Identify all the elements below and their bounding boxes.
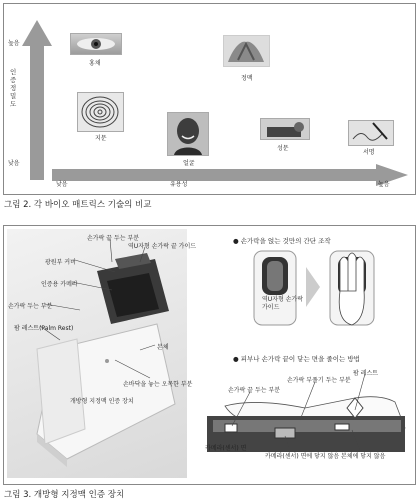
voice-label: 성문 [277, 145, 289, 152]
u-guide-label: 역U자형 손가락 가이드 [262, 296, 304, 311]
face-label: 얼굴 [183, 160, 195, 167]
device-name: 개방형 지정맥 인증 장치 [70, 398, 134, 405]
fingerprint-label: 지문 [95, 135, 107, 142]
label-raised-part: 손바닥을 놓는 오목한 부분 [123, 381, 193, 388]
label-finger-rest: 손가락 두는 부분 [8, 303, 53, 310]
label-palm-rest: 팜 레스트(Palm Rest) [14, 325, 74, 332]
cs-label-camera-face: 카메라(센서) 면 [205, 445, 247, 452]
y-axis-high-label: 높음 [8, 40, 20, 47]
cs-label-no-touch-body: 본체에 닿지 않음 [341, 453, 386, 460]
cs-label-palm-rest: 팜 레스트 [353, 370, 379, 377]
figure3-caption: 그림 3. 개방형 지정맥 인증 장치 [4, 490, 125, 500]
x-axis-low-label: 낮음 [56, 181, 68, 188]
label-fingertip-rest: 손가락 끝 두는 부분 [87, 235, 140, 242]
x-axis-title: 유용성 [170, 181, 188, 188]
vein-label: 정맥 [241, 75, 253, 82]
label-body: 본체 [157, 344, 169, 351]
label-u-guide: 역U자형 손가락 끝 가이드 [128, 243, 197, 250]
y-axis-low-label: 낮음 [8, 160, 20, 167]
cs-label-no-touch-camera: 카메라(센서) 면에 닿지 않음 [265, 453, 340, 460]
cs-label-finger-float: 손가락 부풀기 두는 부분 [287, 377, 351, 384]
y-axis-title: 인증정밀도 [10, 68, 17, 108]
label-light-cover: 광원부 커버 [45, 259, 76, 266]
bullet-simple-operation: ● 손가락을 얹는 것만의 간단 조작 [233, 236, 331, 245]
signature-label: 서명 [363, 149, 375, 156]
bullet-reduce-contact: ● 피부나 손가락 끝이 닿는 면을 줄이는 방법 [233, 354, 360, 363]
iris-label: 홍채 [89, 60, 101, 67]
figure2-caption: 그림 2. 각 바이오 매트릭스 기술의 비교 [4, 200, 152, 210]
cs-label-fingertip: 손가락 끝 두는 부분 [228, 387, 281, 394]
x-axis-high-label: 높음 [378, 181, 390, 188]
label-camera: 인증용 카메라 [41, 281, 78, 288]
